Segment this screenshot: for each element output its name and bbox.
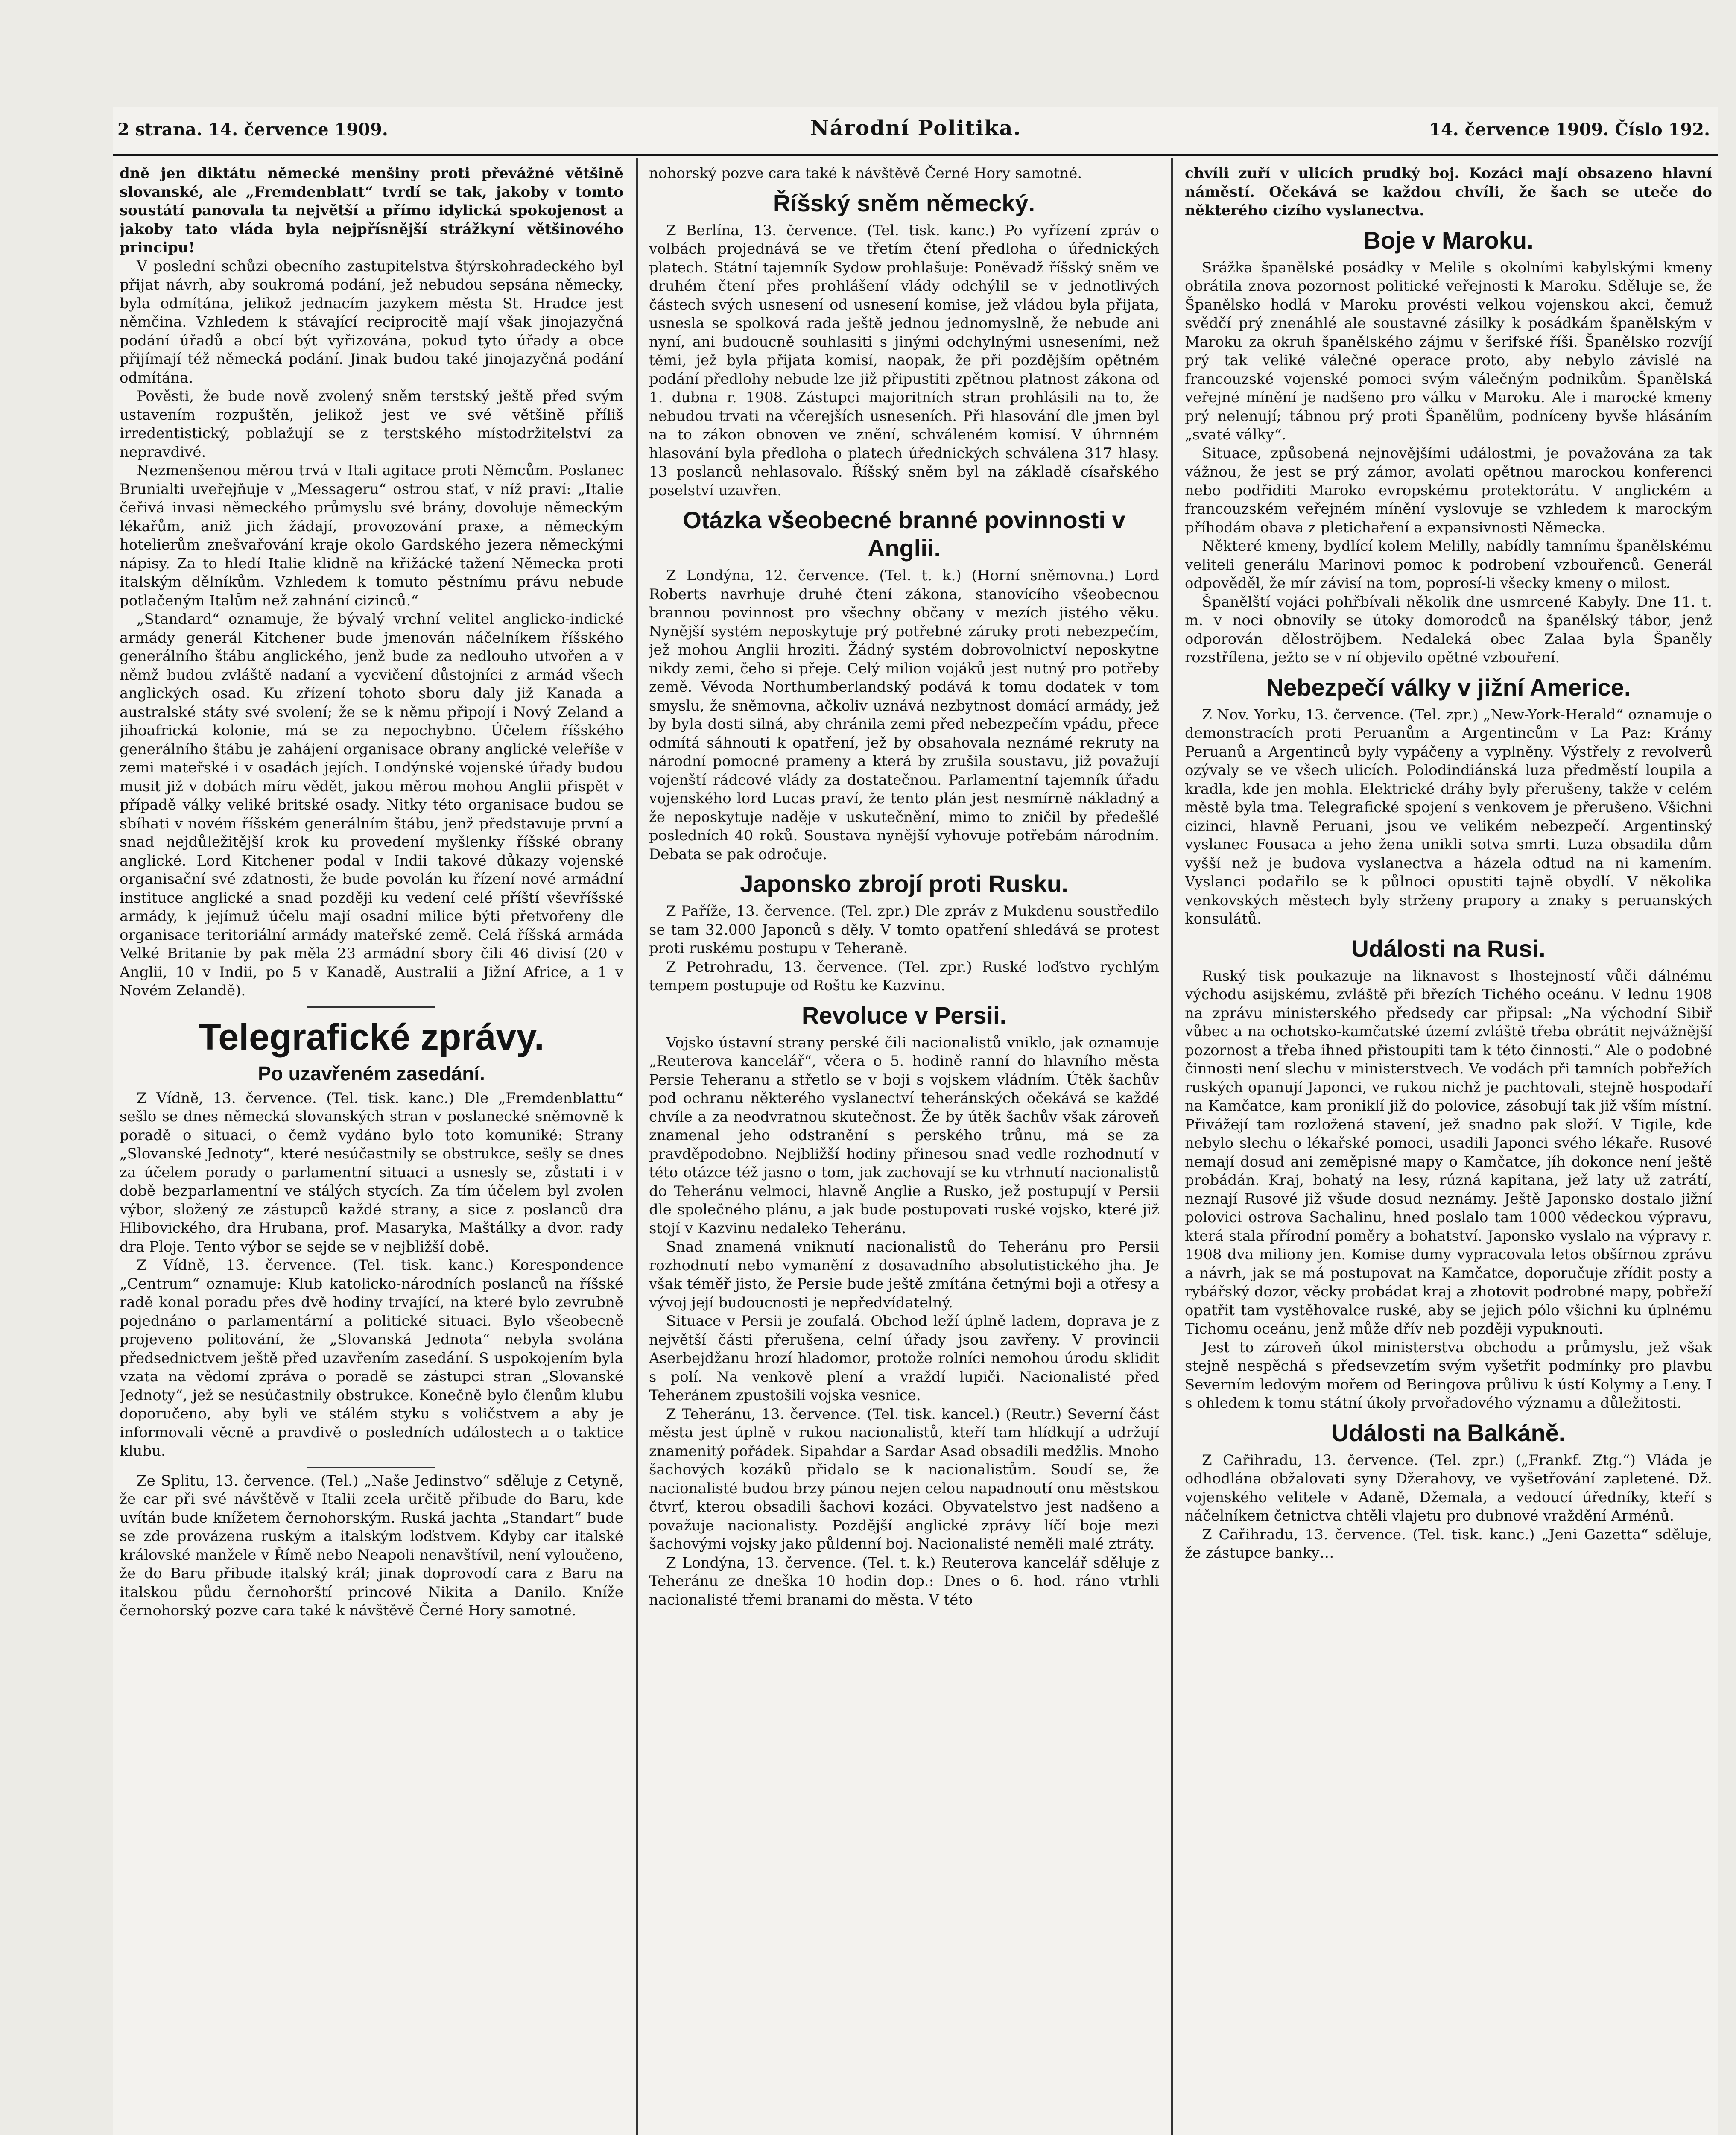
article-paragraph: Z Teheránu, 13. července. (Tel. tisk. kancel.) (Reutr.) Severní část města jest úplně v rukou nacionalistů, kteří tam hlídkují a udržují znamenitý pořádek. Sipahdar a Sardar Asad obsadili medžlis. Mnoho šachových kozáků přidalo se k nacionalistům. Soudí se, že nacionalisté budou brzy pánou nejen celou napadnoutí onu městskou čtvrť, kterou obsadili šachovi kozáci. Obyvatelstvo jest nadšeno a považuje nacionalisty. Pozdější anglické zprávy líčí boje mezi šachovými vojsky jako půldenní boj. Nacionalisté neměli malé ztráty. [649,1405,1159,1553]
article-paragraph: Z Londýna, 13. července. (Tel. t. k.) Reuterova kancelář sděluje z Teheránu ze dneška 10 hodin dop.: Dnes o 6. hod. ráno vtrhli nacionalisté třemi branami do města. V této [649,1554,1159,1609]
article-paragraph: Nezmenšenou měrou trvá v Itali agitace proti Němcům. Poslanec Brunialti uveřejňuje v „Messageru“ ostrou stať, v níž praví: „Italie čeřivá invasi německého průmyslu své brány, dovoluje německým lékařům, aniž jich žádají, provozování praxe, a německým hotelierům znešvařování kraje okolo Gardského jezera německými nápisy. Za to hledí Italie klidně na křižácké tažení Německa proti italským dělníkům. Vzhledem k tomuto pěstnímu právu nebude potlačeným Italům než zahnání cizinců.“ [120,462,623,609]
article-paragraph: V poslední schůzi obecního zastupitelstva štýrskohradeckého byl přijat návrh, aby soukromá podání, jež nebudou sepsána německy, byla odmítána, jelikož jednacím jazykem města St. Hradce jest němčina. Vzhledem k stávající reciprocitě mají však jinojazyčná podání úřadů a obcí být vyřizována, pokud tyto úřady a obce přijímají též německá podání. Jinak budou také jinojazyčná podání odmítána. [120,257,623,386]
article-paragraph: Z Cařihradu, 13. července. (Tel. tisk. kanc.) „Jeni Gazetta“ sděluje, že zástupce banky… [1185,1526,1712,1562]
article-paragraph: dně jen diktátu německé menšiny proti převážné většině slovanské, ale „Fremdenblatt“ tvrdí se tak, jakoby v tomto soustátí panovala ta největší a přímo idylická spokojenost a jakoby tato vláda byla nejpřísnější strážkyní většinového principu! [120,165,623,256]
section-heading: Události na Rusi. [1351,935,1546,962]
section-heading: Japonsko zbrojí proti Rusku. [740,870,1068,897]
newspaper-title: Národní Politika. [810,116,1022,140]
article-paragraph: Z Cařihradu, 13. července. (Tel. zpr.) („Frankf. Ztg.“) Vláda je odhodlána obžalovati syny Džerahovy, ve vyšetřování zapletené. Dž. vojenského velitele v Adaně, Džemala, a vedoucí úředníky, kteří s náčelníkem četnictva chtěli vlajetu pro dubnové vraždění Arménů. [1185,1451,1712,1524]
article-paragraph: Srážka španělské posádky v Melile s okolními kabylskými kmeny obrátila znova pozornost politické veřejnosti k Maroku. Sděluje se, že Španělsko hodlá v Maroku provésti velkou vojenskou akci, čemuž svědčí prý znenáhlé ale soustavné zásilky k posádkám španělským v Maroku za okruh španělského zájmu v šerifské říši. Španělsko rozvíjí prý tak veliké válečné operace proto, aby nebylo závislé na francouzské vojenské pomoci svým válečným podnikům. Španělská veřejné mínění je nadšeno pro válku v Maroku. Ale i marocké kmeny prý nelenují; tábnou prý proti Španělům, podníceny byvše hlásáním „svaté války“. [1185,259,1712,443]
section-heading: Telegrafické zprávy. [199,1016,544,1058]
article-paragraph: Z Vídně, 13. července. (Tel. tisk. kanc.) Dle „Fremdenblattu“ sešlo se dnes německá slovanských stran v poslanecké sněmovně k poradě o situaci, o čemž vydáno bylo toto komuniké: Strany „Slovanské Jednoty“, které nesúčastnily se obstrukce, sešly se dnes za účelem porady o parlamentní situaci a usnesly se, zůstati i v době bezparlamentní ve stálých stycích. Za tím účelem byl zvolen výbor, složený ze zástupců každé strany, a sice z poslanců dra Hlibovického, dra Hrubana, prof. Masaryka, Maštálky a dvor. rady dra Ploje. Tento výbor se sejde se v nejbližší době. [120,1089,623,1255]
article-paragraph: Některé kmeny, bydlící kolem Melilly, nabídly tamnímu španělskému veliteli generálu Marinovi pomoc k podrobení vzbouřenců. Generál odpověděl, že mír závisí na tom, poprosí-li všecky kmeny o milost. [1185,538,1712,592]
article-paragraph: „Standard“ oznamuje, že bývalý vrchní velitel anglicko-indické armády generál Kitchener bude jmenován náčelníkem říšského generálního štábu anglického, jenž bude za nedlouho utvořen a v němž budou zvláště nadaní a vycvičení důstojníci z armád všech anglických osad. Ku zřízení tohoto sboru daly již Kanada a australské státy své svolení; že se k němu připojí i Nový Zeland a jihoafrická kolonie, má se za nepochybno. Účelem říšského generálního štábu je zahájení organisace obrany anglické veleříše v zemi mateřské i v osadách jejích. Londýnské vojenské úřady budou musit již v dobách míru vědět, jakou měrou mohou Anglii přispět v případě války veliké britské osady. Nitky této organisace budou se sbíhati v novém říšském generálním štábu, jenž představuje první a snad nejdůležitější krok ku provedení myšlenky říšské obrany anglické. Lord Kitchener podal v Indii takové důkazy vojenské organisační své zdatnosti, že bude povolán ku řízení nové armádní instituce anglické a snad později ku vedení celé příští vševříšské armády, k jejímuž účelu mají osadní milice býti přetvořeny dle organisace teritoriální armády mateřské země. Celá říšská armáda Velké Britanie by pak měla 23 armádní sbory čili 46 divisí (20 v Anglii, 10 v Indii, po 5 v Kanadě, Australii a Jižní Africe, a 1 v Novém Zelandě). [120,611,623,999]
article-paragraph: Ze Splitu, 13. července. (Tel.) „Naše Jedinstvo“ sděluje z Cetyně, že car při své návštěvě v Italii zcela určitě přibude do Baru, kde uvítán bude knížetem černohorským. Ruská jachta „Standart“ bude se zde provázena ruským a italským loďstvem. Kdyby car italské královské manžele v Římě nebo Neapoli nenavštívil, není vyloučeno, že do Baru přibude italský král; jinak doprovodí cara z Baru na italskou půdu černohorští princové Nikita a Danilo. Kníže černohorský pozve cara také k návštěvě Černé Hory samotné. [120,1472,623,1619]
article-paragraph: Situace v Persii je zoufalá. Obchod leží úplně ladem, doprava je z největší části přerušena, celní úřady jsou zavřeny. V provincii Aserbejdžanu hrozí hladomor, protože rolníci nemohou úrodu sklidit s polí. Na venkově plení a vraždí lupiči. Nacionalisté před Teheránem zpustošili vojska vesnice. [649,1313,1159,1404]
section-heading: Říšský sněm německý. [773,189,1035,216]
article-paragraph: Pověsti, že bude nově zvolený sněm terstský ještě před svým ustavením rozpuštěn, jelikož jest ve své většině příliš irredentistický, poblažují se z terstského místodržitelství za nepravdivé. [120,388,623,461]
column-divider [1171,158,1173,2135]
page-header [113,107,1718,156]
column-1 [120,164,623,2135]
section-heading: Otázka všeobecné branné povinnosti v Anglii. [683,506,1125,562]
section-heading: Boje v Maroku. [1363,226,1534,254]
section-heading: Nebezpečí války v jižní Americe. [1266,673,1631,701]
article-paragraph: Snad znamená vniknutí nacionalistů do Teheránu pro Persii rozhodnutí nebo vymanění z dosavadního absolutistického jha. Je však téměř jisto, že Persie bude ještě zmítána četnými boji a otřesy a vývoj její budoucnosti je nepředvídatelný. [649,1238,1159,1311]
subsection-heading: Po uzavřeném zasedání. [258,1062,485,1085]
column-divider [636,158,638,2135]
article-paragraph: Vojsko ústavní strany perské čili nacionalistů vniklo, jak oznamuje „Reuterova kancelář“, včera o 5. hodině ranní do hlavního města Persie Teheranu a střetlo se v boji s vojskem vládním. Útěk šachův pod ochranu některého vyslanectví teheránských očekává se každé chvíle a za neodvratnou skutečnost. Že by útěk šachův však zároveň znamenal jeho odstranění s perského trůnu, má se za pravděpodobno. Nejbližší hodiny přinesou snad vedle rozhodnutí v této otázce též jasno o tom, jak zachovají se ku vtrhnutí nacionalistů do Teheránu velmoci, hlavně Anglie a Rusko, jež postupují v Persii dle společného plánu, a jak bude postupovati ruské vojsko, které již stojí v Kazvinu nedaleko Teheránu. [649,1034,1159,1237]
article-paragraph: Situace, způsobená nejnovějšími událostmi, je považována za tak vážnou, že jest se prý zámor, avolati opětnou marockou konferenci nebo podřiditi Maroko evropskému protektorátu. V anglickém a francouzském veřejném mínění vyslovuje se vzhledem k marockým příhodám obava z pletichaření a expansivnosti Německa. [1185,445,1712,536]
article-paragraph: chvíli zuří v ulicích prudký boj. Kozáci mají obsazeno hlavní náměstí. Očekává se každou chvíli, že šach se uteče do některého cizího vyslanectva. [1185,165,1712,219]
page-number-date: 2 strana. 14. července 1909. [117,120,388,140]
article-paragraph: nohorský pozve cara také k návštěvě Černé Hory samotné. [649,165,1082,182]
column-3 [1185,164,1712,2135]
section-heading: Revoluce v Persii. [801,1001,1007,1029]
article-paragraph: Z Petrohradu, 13. července. (Tel. zpr.) Ruské loďstvo rychlým tempem postupuje od Roštu ke Kazvinu. [649,958,1159,994]
issue-number-date: 14. července 1909. Číslo 192. [1429,120,1710,140]
article-paragraph: Ruský tisk poukazuje na liknavost s lhostejností vůči dálnému východu asijskému, zvláště při březích Tichého oceánu. V lednu 1908 na zprávu ministerského předsedy car připsal: „Na východní Sibiř vůbec a na ochotsko-kamčatské území zvláště třeba obrátit nejvážnější pozornost a třeba ihned přistoupiti tam k této činnosti.“ Ale o podobné činnosti není slechu v ministerstvech. Ve vodách při tamních pobřežích ruských opanují Japonci, ve rukou nichž je pachtovali, stejně hospodaří na Kamčatce, kam proniklí již do polovice, zásobují tak již vším místní. Přivážejí tam rozložená stavení, jež snadno pak složí. V Tigile, kde nebylo slechu o lékařské pomoci, usadili Japonci svého lékaře. Rusové nemají dosud ani zeměpisné mapy o Kamčatce, jíh dokonce není ještě probádán. Kraj, bohatý na lesy, rúzná kapitana, jež laty už zatrátí, neznají Rusové již všude dosud neznámy. Ještě Japonsko dostalo jižní polovici ostrova Sachalinu, hned poslalo tam 1000 vědeckou výpravu, která stala přírodní poměry a bohatství. Japonsko vyslalo na výpravy r. 1908 dva miliony jen. Komise dumy vypracovala letos obšírnou zprávu a návrh, jak se má postupovat na Kamčatce, doporučuje zřídit posty a rybářský dozor, věcky probádat kraj a zhotovit podrobné mapy, pobřeží opatřit tam vystěhovalce ruské, aby se jejich pólo všichni ku úplnému Tichomu oceánu, jenž může dřív neb později vypuknouti. [1185,967,1712,1337]
newspaper-page [113,107,1718,2135]
section-separator [307,1467,435,1468]
article-paragraph: Španělští vojáci pohřbívali několik dne usmrcené Kabyly. Dne 11. t. m. v noci obnovily se útoky domorodců na španělský tábor, jenž odporován děloströjbem. Nedaleká obec Zalaa byla Španěly rozstřílena, ježto se v ní objevilo opětné vzbouření. [1185,593,1712,666]
section-separator [307,1006,435,1008]
article-paragraph: Z Nov. Yorku, 13. července. (Tel. zpr.) „New-York-Herald“ oznamuje o demonstracích proti Peruanům a Argentincům v La Paz: Krámy Peruanů a Argentinců byly vypáčeny a vyplněny. Výstřely z revolverů ozývaly se ve všech ulicích. Polodindiánská luza předměstí loupila a kradla, kde jen mohla. Elektrické dráhy byly přerušeny, takže v celém městě byla tma. Telegrafické spojení s venkovem je přerušeno. Všichni cizinci, hlavně Peruani, jsou ve velikém nebezpečí. Argentinský vyslanec Fousaca a jeho žena unikli sotva smrti. Luza obsadila dům vyšší než je budova vyslanectva a házela odtud na ni kamením. Vyslanci podařilo se k půlnoci opustiti tajně obydlí. V několika venkovských městech byly strženy prapory a znaky s peruanských konsulátů. [1185,706,1712,927]
article-paragraph: Jest to zároveň úkol ministerstva obchodu a průmyslu, jež však stejně nespěchá s předsevzetím svým vyšetřit podmínky pro plavbu Severním ledovým mořem od Beringova průlivu k ústí Kolymy a Leny. I s ohledem k tomu státní úkoly prvořadového významu a důležitosti. [1185,1339,1712,1412]
article-paragraph: Z Londýna, 12. července. (Tel. t. k.) (Horní sněmovna.) Lord Roberts navrhuje druhé čtení zákona, stanovícího všeobecnou brannou povinnost pro všechny občany v mezích jistého věku. Nynější systém neposkytuje prý potřebné záruky proti nebezpečím, jež mohou Anglii hroziti. Žádný systém dobrovolnictví neposkytne nikdy zemi, čeho si přeje. Celý milion vojáků jest nutný pro potřeby země. Vévoda Northumberlandský podává k tomu dodatek v tom smyslu, že sněmovna, ačkoliv uznává nezbytnost domácí armády, jež by byla dosti silná, aby chránila zemi před nebezpečím vpádu, přece odmítá sáhnouti k opatření, jež by obsahovala neznámé rekruty na národní pomocné prameny a která by zrušila soustavu, již považují vojenští rádcové vlády za dostatečnou. Parlamentní tajemník úřadu vojenského lord Lucas praví, že tento plán jest nesmírně nákladný a že neposkytuje naděje v uskutečnění, mimo to zničil by předešlé posledních 40 roků. Soustava nynější vyhovuje potřebám národním. Debata se pak odročuje. [649,567,1159,863]
column-2 [649,164,1159,2135]
article-paragraph: Z Paříže, 13. července. (Tel. zpr.) Dle zpráv z Mukdenu soustředilo se tam 32.000 Japonců s děly. V tomto opatření shledává se protest proti ruskému postupu v Teheraně. [649,903,1159,957]
article-paragraph: Z Berlína, 13. července. (Tel. tisk. kanc.) Po vyřízení zpráv o volbách projednává se ve třetím čtení předloha o úřednických platech. Státní tajemník Sydow prohlašuje: Poněvadž říšský sněm ve druhém čtení přes prohlášení vlády odchýlil se v jednotlivých částech svých usnesení od usnesení komise, jež vládou byla přijata, usnesla se spolková rada ještě jednou jednomyslně, že nebude ani nyní, ani budoucně souhlasiti s jinými odchylnými usneseními, než těmi, jež byla přijata komisí, naopak, že při pozdějším opětném podání předlohy nebude lze již připustiti zpětnou platnost zákona od 1. dubna r. 1908. Zástupci majoritních stran prohlásili na to, že nebudou trvati na včerejších usneseních. Při hlasování dle jmen byl na to zákon obnoven ve znění, schváleném komisí. V úhrnném hlasování byla předloha o platech úřednických schválena 317 hlasy. 13 poslanců nehlasovalo. Říšský sněm byl na základě císařského poselství uzavřen. [649,222,1159,499]
article-paragraph: Z Vídně, 13. července. (Tel. tisk. kanc.) Korespondence „Centrum“ oznamuje: Klub katolicko-národních poslanců na říšské radě konal poradu přes dvě hodiny trvající, na které bylo zevrubně pojednáno o parlamentární a politické situaci. Bylo všeobecně projeveno politování, že „Slovanská Jednota“ nebyla svolána předsednictvem ještě před uzavřením zasedání. S uspokojením byla vzata na vědomí zpráva o poradě se zástupci stran „Slovanské Jednoty“, jež se nesúčastnily obstrukce. Konečně bylo členům klubu doporučeno, aby byli ve stálém styku s voličstvem a aby je informovali věcně a pravdivě o posledních událostech a o taktice klubu. [120,1257,623,1459]
section-heading: Události na Balkáně. [1331,1419,1566,1446]
